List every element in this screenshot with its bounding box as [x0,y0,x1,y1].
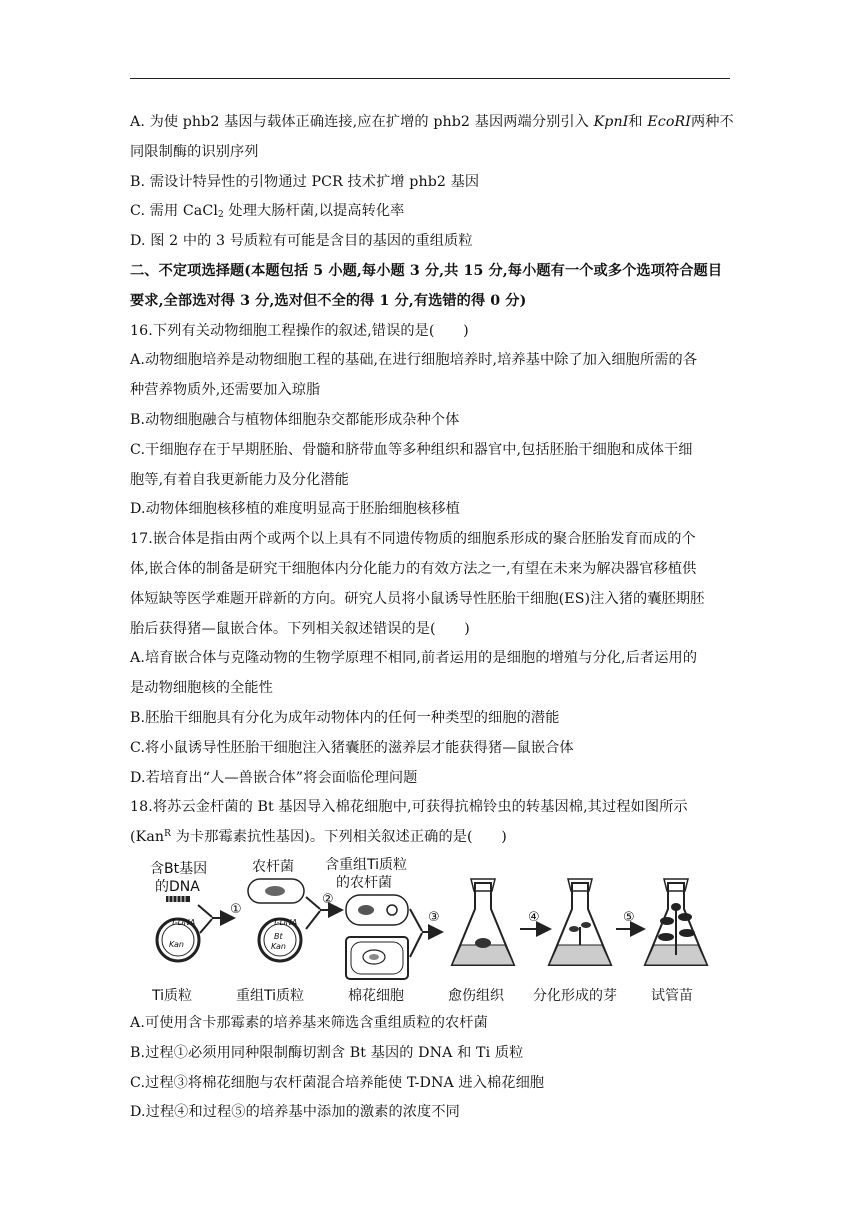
agrobacterium-label: 农杆菌 [252,858,294,875]
ti-plasmid-icon [157,918,199,961]
shoot-flask-icon [549,879,611,965]
q17-option-b: B.胚胎干细胞具有分化为成年动物体内的任何一种类型的细胞的潜能 [130,709,560,726]
q17-stem-line2: 体,嵌合体的制备是研究干细胞体内分化能力的有效方法之一,有望在未来为解决器官移植供 [130,560,697,577]
label-callus: 愈伤组织 [448,987,504,1004]
recombinant-ti-plasmid-icon [259,918,301,961]
q18-stem-line1: 18.将苏云金杆菌的 Bt 基因导入棉花细胞中,可获得抗棉铃虫的转基因棉,其过程如图所示 [130,799,688,816]
q15-option-a-line1: A. 为使 phb2 基因与载体正确连接,应在扩增的 phb2 基因两端分别引入 KpnⅠ和 EcoRⅠ两种不 [130,114,734,130]
svg-text:T-DNA: T-DNA [171,917,196,927]
q16-option-d: D.动物体细胞核移植的难度明显高于胚胎细胞核移植 [130,501,460,518]
label-differentiated-shoot: 分化形成的芽 [533,987,617,1004]
q18-option-a: A.可使用含卡那霉素的培养基来筛选含重组质粒的农杆菌 [130,1014,488,1031]
q17-option-c: C.将小鼠诱导性胚胎干细胞注入猪囊胚的滋养层才能获得猪—鼠嵌合体 [130,739,574,756]
q16-option-c-line1: C.干细胞存在于早期胚胎、骨髓和脐带血等多种组织和器官中,包括胚胎干细胞和成体干细 [130,441,693,458]
label-recombinant-ti-plasmid: 重组Ti质粒 [236,987,305,1004]
transgenic-cotton-process-figure [130,857,735,1007]
q17-option-d: D.若培育出“人—兽嵌合体”将会面临伦理问题 [130,769,418,786]
label-cotton-cell: 棉花细胞 [348,987,404,1004]
plantlet-flask-icon [645,879,707,965]
agrobacterium-icon [248,879,304,903]
dna-label-line1: 含Bt基因 [150,860,208,877]
step-5-label: ⑤ [623,909,635,925]
svg-text:Kan: Kan [169,939,184,949]
q15-option-c: C. 需用 CaCl$_2$ 处理大肠杆菌,以提高转化率 [130,203,405,221]
q17-stem-line3: 体短缺等医学难题开辟新的方向。研究人员将小鼠诱导性胚胎干细胞(ES)注入猪的囊胚期胚 [130,590,705,607]
process-diagram-svg [130,857,735,1007]
q16-stem: 16.下列有关动物细胞工程操作的叙述,错误的是( ) [130,322,469,339]
callus-flask-icon [452,879,514,965]
q17-option-a-line1: A.培育嵌合体与克隆动物的生物学原理不相同,前者运用的是细胞的增殖与分化,后者运用的 [130,650,698,667]
q16-option-c-line2: 胞等,有着自我更新能力及分化潜能 [130,471,349,488]
section2-heading-line1: 二、不定项选择题(本题包括 5 小题,每小题 3 分,共 15 分,每小题有一个或多个选项符合题目 [130,262,723,279]
cotton-cell-icon [346,937,408,979]
q17-option-a-line2: 是动物细胞核的全能性 [130,680,273,697]
svg-text:T-DNA: T-DNA [273,917,298,927]
label-ti-plasmid: Ti质粒 [152,987,193,1004]
q15-option-b: B. 需设计特异性的引物通过 PCR 技术扩增 phb2 基因 [130,173,480,190]
q16-option-b: B.动物细胞融合与植物体细胞杂交都能形成杂种个体 [130,411,460,428]
dna-label-line2: 的DNA [155,878,200,895]
step-1-label: ① [230,901,242,917]
q16-option-a-line2: 种营养物质外,还需要加入琼脂 [130,382,321,399]
document-page [130,108,735,1128]
recombinant-agro-label-line1: 含重组Ti质粒 [325,856,408,873]
q18-stem-line2: (Kan$^R$ 为卡那霉素抗性基因)。下列相关叙述正确的是( ) [130,829,507,846]
q18-option-d: D.过程④和过程⑤的培养基中添加的激素的浓度不同 [130,1104,460,1121]
recombinant-agro-label-line2: 的农杆菌 [336,874,392,891]
recombinant-agrobacterium-icon [346,895,408,925]
step-4-label: ④ [528,909,540,925]
header-rule [130,78,730,79]
q16-option-a-line1: A.动物细胞培养是动物细胞工程的基础,在进行细胞培养时,培养基中除了加入细胞所需的各 [130,352,698,369]
q17-stem-line4: 胎后获得猪—鼠嵌合体。下列相关叙述错误的是( ) [130,620,470,637]
q15-option-d: D. 图 2 中的 3 号质粒有可能是含目的基因的重组质粒 [130,233,473,250]
step-2-label: ② [322,891,334,907]
section2-heading-line2: 要求,全部选对得 3 分,选对但不全的得 1 分,有选错的得 0 分) [130,292,527,309]
svg-text:Kan: Kan [271,941,286,951]
q18-option-c: C.过程③将棉花细胞与农杆菌混合培养能使 T-DNA 进入棉花细胞 [130,1074,545,1091]
svg-text:Bt: Bt [274,931,283,941]
label-plantlet: 试管苗 [651,987,693,1004]
q18-option-b: B.过程①必须用同种限制酶切割含 Bt 基因的 DNA 和 Ti 质粒 [130,1044,524,1061]
dna-strand-icon [166,896,190,902]
step-3-label: ③ [428,909,440,925]
q15-option-a-line2: 同限制酶的识别序列 [130,143,259,160]
q17-stem-line1: 17.嵌合体是指由两个或两个以上具有不同遗传物质的细胞系形成的聚合胚胎发育而成的个 [130,531,696,548]
